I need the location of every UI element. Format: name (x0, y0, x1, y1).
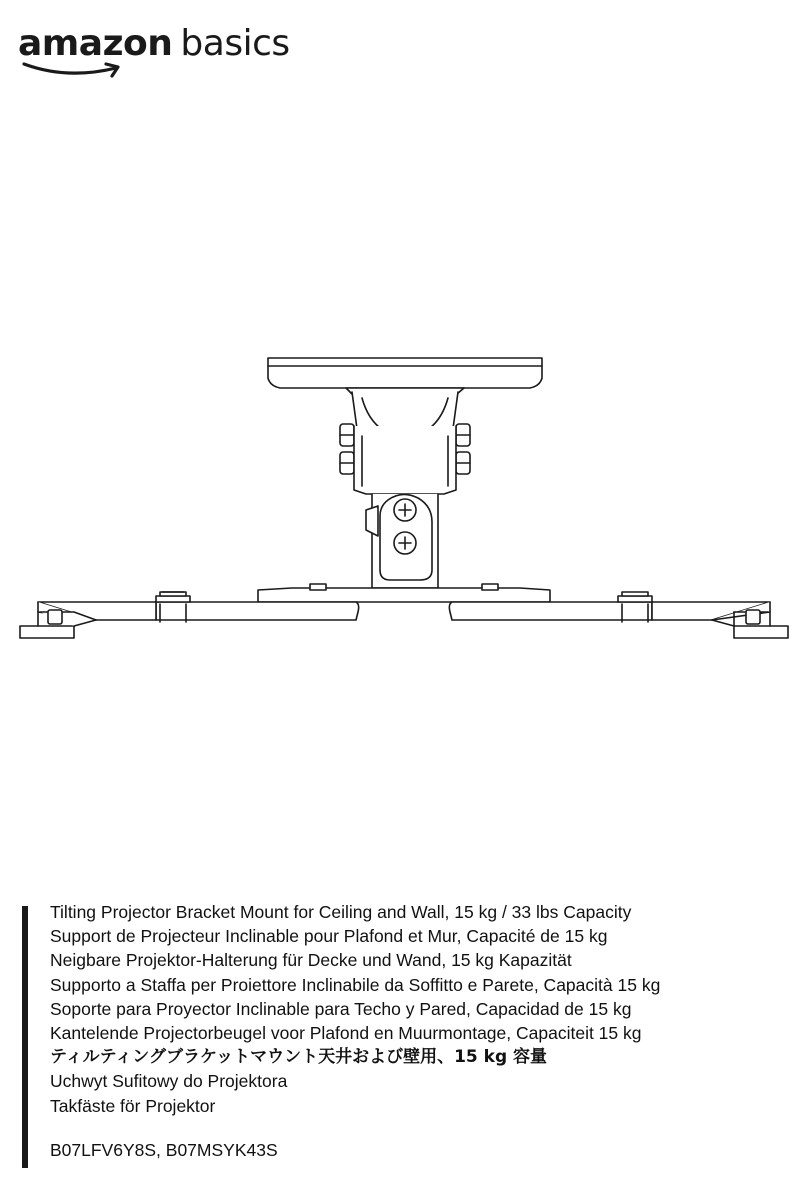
amazon-smile-icon (22, 58, 132, 80)
product-title-de: Neigbare Projektor-Halterung für Decke und Wand, 15 kg Kapazität (50, 950, 572, 971)
brand-logo (18, 22, 298, 86)
product-title-en: Tilting Projector Bracket Mount for Ceiling and Wall, 15 kg / 33 lbs Capacity (50, 902, 632, 922)
product-title-list (50, 900, 660, 1118)
title-accent-bar (22, 906, 28, 1168)
product-title-nl: Kantelende Projectorbeugel voor Plafond en Muurmontage, Capaciteit 15 kg (50, 1023, 642, 1044)
product-title-sv: Takfäste för Projektor (50, 1095, 216, 1116)
brand-word-amazon: amazon (18, 23, 173, 64)
product-title-fr: Support de Projecteur Inclinable pour Plafond et Mur, Capacité de 15 kg (50, 926, 608, 947)
product-title-pl: Uchwyt Sufitowy do Projektora (50, 1071, 288, 1092)
model-numbers: B07LFV6Y8S, B07MSYK43S (50, 1140, 278, 1160)
product-title-ja: ティルティングブラケットマウント天井および壁用、15 kg 容量 (50, 1047, 548, 1068)
product-title-es: Soporte para Proyector Inclinable para Techo y Pared, Capacidad de 15 kg (50, 998, 632, 1019)
brand-word-basics: basics (180, 23, 290, 64)
product-title-it: Supporto a Staffa per Proiettore Inclinabile da Soffitto e Parete, Capacità 15 kg (50, 974, 661, 995)
projector-mount-illustration (0, 340, 808, 660)
